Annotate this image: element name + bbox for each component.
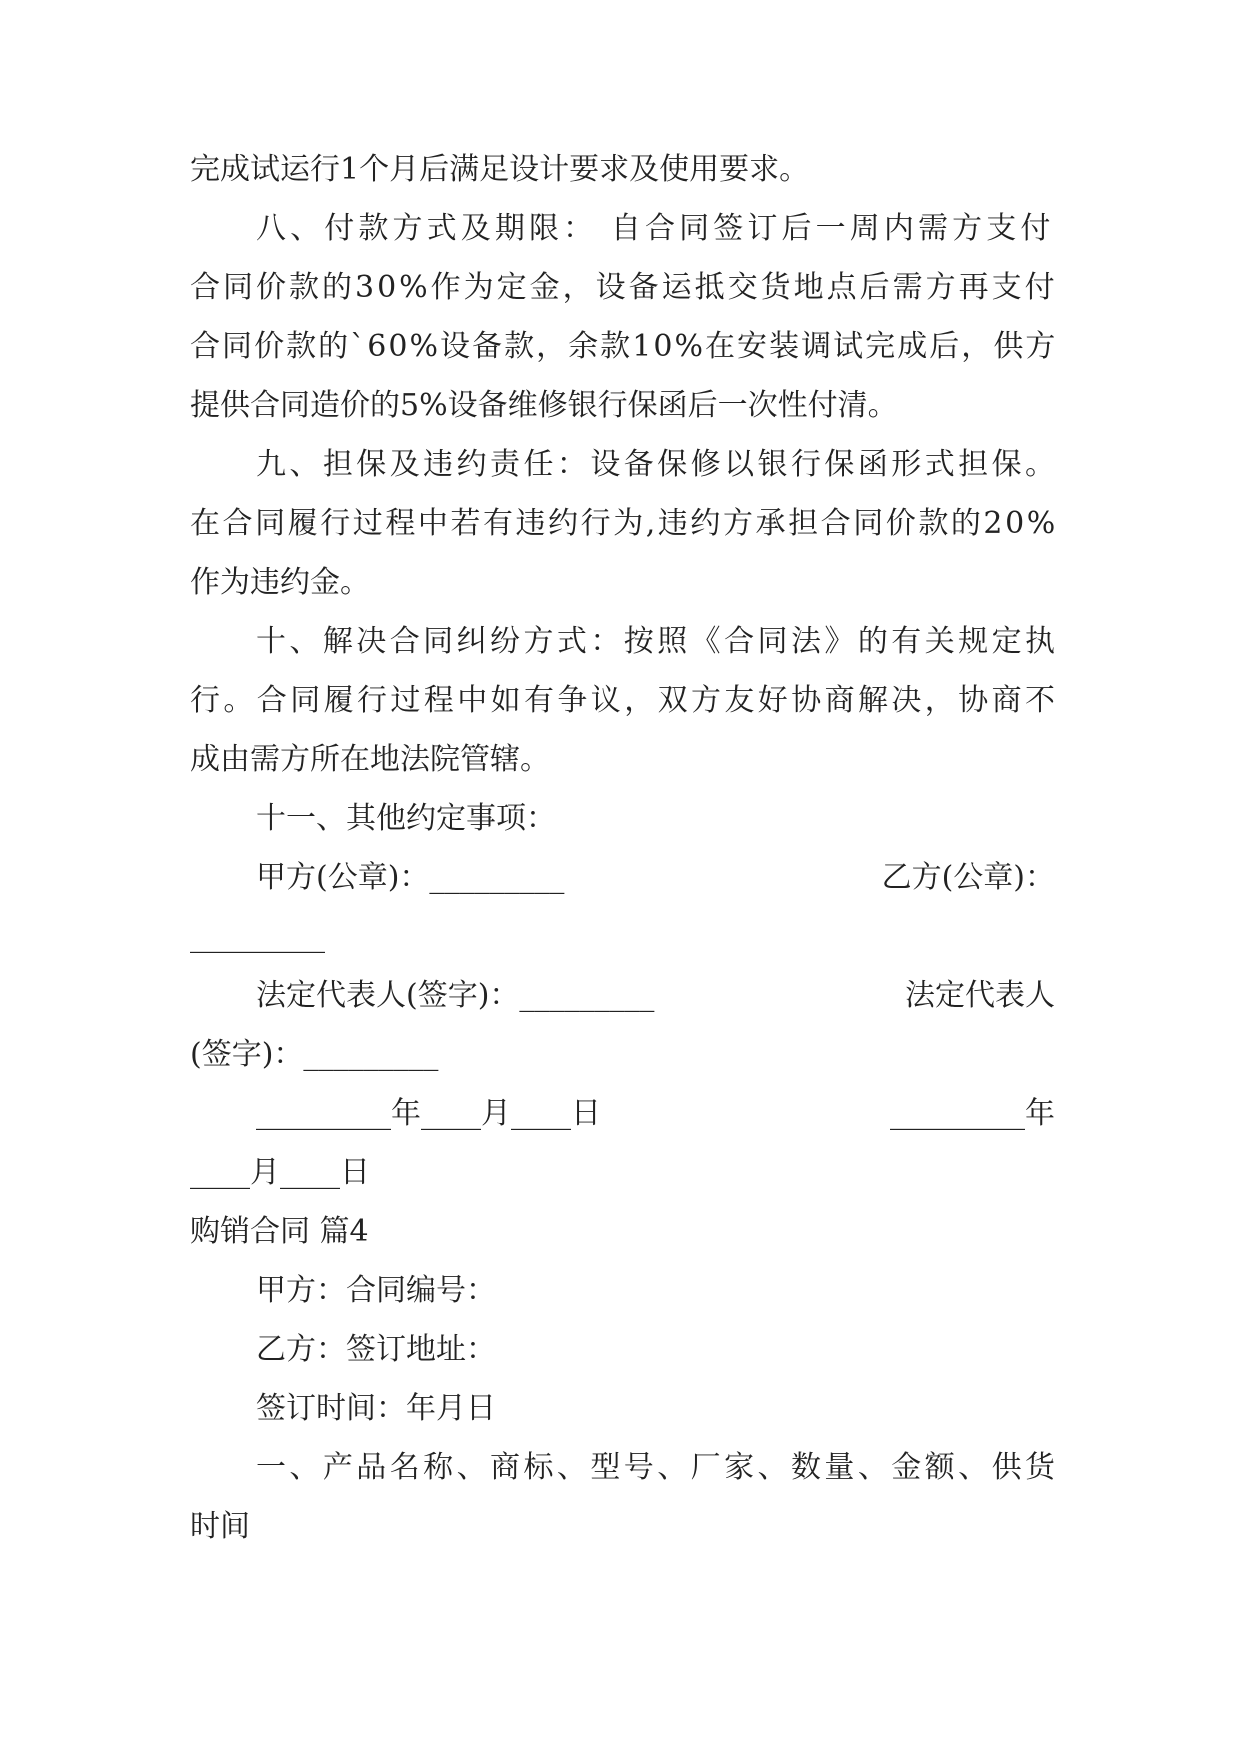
guarantee-heading: 九、担保及违约责任：设备保修以银行保函形式担保。 [256, 447, 1059, 482]
dispute-heading: 十、解决合同纠纷方式：按照《合同法》的有关规定执 [256, 624, 1059, 659]
party-b-seal: 乙方(公章)： [881, 860, 1055, 895]
field-sign-date: 签订时间：年月日 [256, 1391, 496, 1426]
party-a-seal: 甲方(公章)：_________ [256, 860, 565, 895]
paragraph-line: 提供合同造价的5%设备维修银行保函后一次性付清。 [190, 388, 898, 423]
date-a: _________年____月____日 [256, 1096, 601, 1131]
payment-terms-heading: 八、付款方式及期限： 自合同签订后一周内需方支付 [256, 211, 1055, 246]
date-b-cont: ____月____日 [190, 1155, 370, 1190]
rep-b-signature-cont: (签字)：_________ [190, 1037, 439, 1072]
section-title: 购销合同 篇4 [190, 1214, 369, 1249]
paragraph-line: 成由需方所在地法院管辖。 [190, 742, 550, 777]
paragraph-line: 行。合同履行过程中如有争议，双方友好协商解决，协商不 [190, 683, 1059, 718]
paragraph-line: 合同价款的`60%设备款，余款10%在安装调试完成后，供方 [190, 329, 1058, 364]
paragraph-line: 在合同履行过程中若有违约行为,违约方承担合同价款的20% [190, 506, 1058, 541]
rep-a-signature: 法定代表人(签字)：_________ [256, 978, 655, 1013]
paragraph-line: 合同价款的30%作为定金，设备运抵交货地点后需方再支付 [190, 270, 1058, 305]
item-one-cont: 时间 [190, 1509, 250, 1544]
rep-b-signature: 法定代表人 [905, 978, 1055, 1013]
item-one-heading: 一、产品名称、商标、型号、厂家、数量、金额、供货 [256, 1450, 1059, 1485]
field-party-b: 乙方：签订地址： [256, 1332, 496, 1367]
date-b: _________年 [890, 1096, 1055, 1131]
paragraph-line: 作为违约金。 [190, 565, 370, 600]
paragraph-line: 完成试运行1个月后满足设计要求及使用要求。 [190, 152, 810, 187]
field-party-a: 甲方：合同编号： [256, 1273, 496, 1308]
other-terms-heading: 十一、其他约定事项： [256, 801, 556, 836]
party-b-seal-line: _________ [190, 919, 325, 954]
